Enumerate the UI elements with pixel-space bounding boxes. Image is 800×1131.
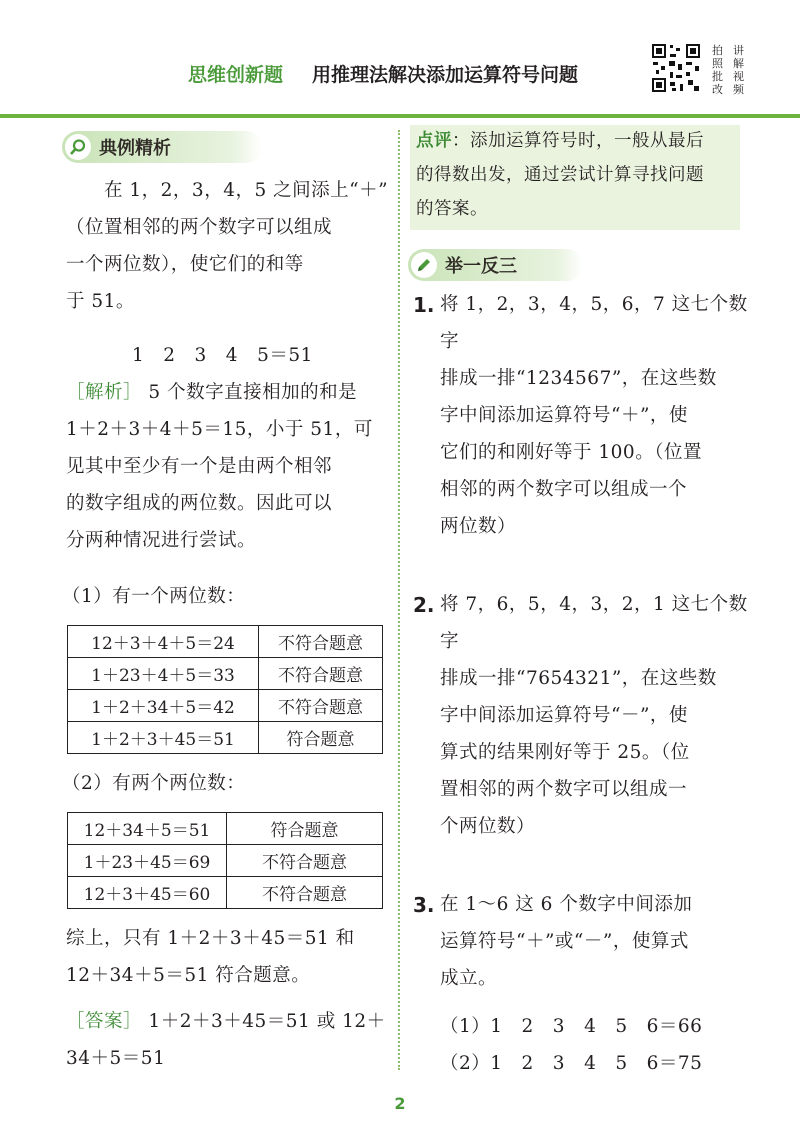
question-3-parts: （1）1 2 3 4 5 6＝66 （2）1 2 3 4 5 6＝75 xyxy=(440,1016,703,1074)
problem-equation: 1 2 3 4 5＝51 xyxy=(132,345,313,366)
question-3-number: 3. xyxy=(413,893,435,917)
table-row: 1＋23＋4＋5＝33 不符合题意 xyxy=(68,658,383,690)
question-1-number: 1. xyxy=(413,293,435,317)
table-case2 xyxy=(67,812,383,909)
answer-label: 答案 xyxy=(85,1011,124,1032)
section-practice-title: 举一反三 xyxy=(445,256,517,277)
header-rule xyxy=(0,114,800,118)
analysis-label: 解析 xyxy=(85,382,124,403)
problem-text: 在 1，2，3，4，5 之间添上“＋” （位置相邻的两个数字可以组成 一个两位数），使它们的和等 于 51。 xyxy=(66,180,389,312)
question-3-text: 在 1～6 这 6 个数字中间添加 运算符号“＋”或“－”，使算式 成立。 xyxy=(440,894,693,989)
case1-label: （1）有一个两位数： xyxy=(62,586,246,607)
table-row: 1＋2＋34＋5＝42 不符合题意 xyxy=(68,690,383,722)
page-number: 2 xyxy=(394,1094,406,1113)
comment-text: 点评：添加运算符号时，一般从最后 的得数出发，通过尝试计算寻找问题 的答案。 xyxy=(416,131,704,219)
comment-label: 点评 xyxy=(416,131,452,151)
qr-caption: 拍 讲 照 解 批 视 改 频 xyxy=(712,44,744,96)
column-divider xyxy=(398,130,400,1070)
qr-code-icon[interactable] xyxy=(650,42,702,94)
section-example-title: 典例精析 xyxy=(99,138,171,159)
question-2-number: 2. xyxy=(413,593,435,617)
table-row: 12＋3＋45＝60 不符合题意 xyxy=(68,877,383,909)
pencil-icon xyxy=(411,252,437,278)
summary-text: 综上，只有 1＋2＋3＋45＝51 和 12＋34＋5＝51 符合题意。 xyxy=(66,928,355,986)
header-title: 用推理法解决添加运算符号问题 xyxy=(312,64,579,86)
question-2-text: 将 7，6，5，4，3，2，1 这七个数字 排成一排“7654321”，在这些数 字中间添加运算符号“－”，使 算式的结果刚好等于 25。（位 置相邻的两个数字可以组成一 个两位数） xyxy=(440,594,748,837)
header-tag: 思维创新题 xyxy=(188,64,284,86)
case2-label: （2）有两个两位数： xyxy=(62,773,246,794)
table-row: 1＋23＋45＝69 不符合题意 xyxy=(68,845,383,877)
section-practice xyxy=(408,249,583,281)
section-example xyxy=(62,131,262,163)
table-case1 xyxy=(67,625,383,754)
answer-text: ［答案］ 1＋2＋3＋45＝51 或 12＋ 34＋5＝51 xyxy=(66,1011,386,1069)
question-1-text: 将 1，2，3，4，5，6，7 这七个数字 排成一排“1234567”，在这些数 字中间添加运算符号“＋”，使 它们的和刚好等于 100。（位置 相邻的两个数字可以组成一个 两位数） xyxy=(440,294,748,537)
magnifier-icon xyxy=(65,134,91,160)
analysis-text: ［解析］ 5 个数字直接相加的和是 1＋2＋3＋4＋5＝15，小于 51，可 见其中至少有一个是由两个相邻 的数字组成的两位数。因此可以 分两种情况进行尝试。 xyxy=(66,382,373,551)
table-row: 1＋2＋3＋45＝51 符合题意 xyxy=(68,722,383,754)
table-row: 12＋3＋4＋5＝24 不符合题意 xyxy=(68,626,383,658)
table-row: 12＋34＋5＝51 符合题意 xyxy=(68,813,383,845)
